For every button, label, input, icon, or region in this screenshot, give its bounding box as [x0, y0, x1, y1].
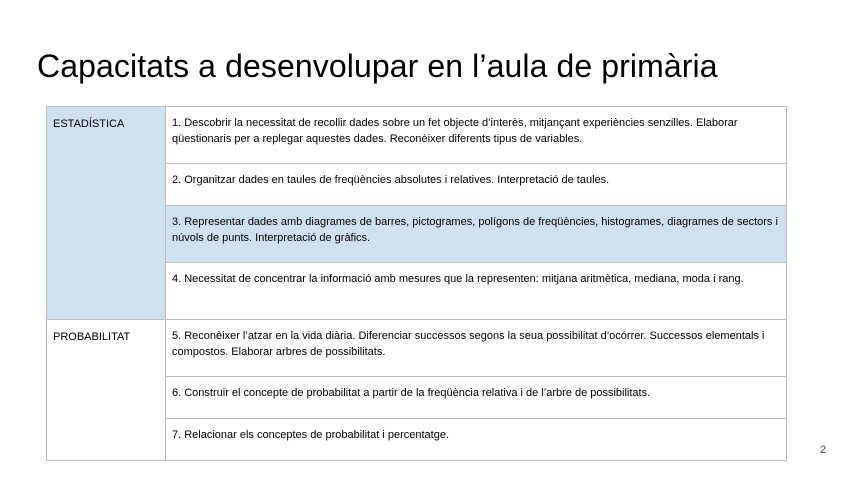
- capacity-item-5: 5. Reconèixer l’atzar en la vida diària. Diferenciar successos segons la seua possibilitat d’ocórrer. Successos elementals i compostos. Elaborar arbres de possibilitats.: [166, 320, 787, 377]
- capacity-item-1: 1. Descobrir la necessitat de recollir dades sobre un fet objecte d’interès, mitjançant experiències senzilles. Elaborar qüestionaris per a replegar aquestes dades. Reconèixer diferents tipus de variables.: [166, 107, 787, 164]
- capacity-item-6: 6. Construir el concepte de probabilitat a partir de la freqüència relativa i de l’arbre de possibilitats.: [166, 377, 787, 419]
- category-probabilitat: PROBABILITAT: [47, 320, 166, 461]
- slide-title: Capacitats a desenvolupar en l’aula de primària: [37, 48, 718, 84]
- capacity-item-4: 4. Necessitat de concentrar la informació amb mesures que la representen: mitjana aritmètica, mediana, moda i rang.: [166, 263, 787, 320]
- capacity-item-3: 3. Representar dades amb diagrames de barres, pictogrames, polígons de freqüències, histogrames, diagrames de sectors i núvols de punts. Interpretació de gràfics.: [166, 206, 787, 263]
- capacity-item-2: 2. Organitzar dades en taules de freqüències absolutes i relatives. Interpretació de taules.: [166, 164, 787, 206]
- page-number: 2: [820, 444, 827, 456]
- capacities-table: [46, 106, 787, 461]
- capacity-item-7: 7. Relacionar els conceptes de probabilitat i percentatge.: [166, 419, 787, 461]
- category-estadistica: ESTADÍSTICA: [47, 107, 166, 320]
- table-row: [47, 107, 787, 164]
- table-row: [47, 320, 787, 377]
